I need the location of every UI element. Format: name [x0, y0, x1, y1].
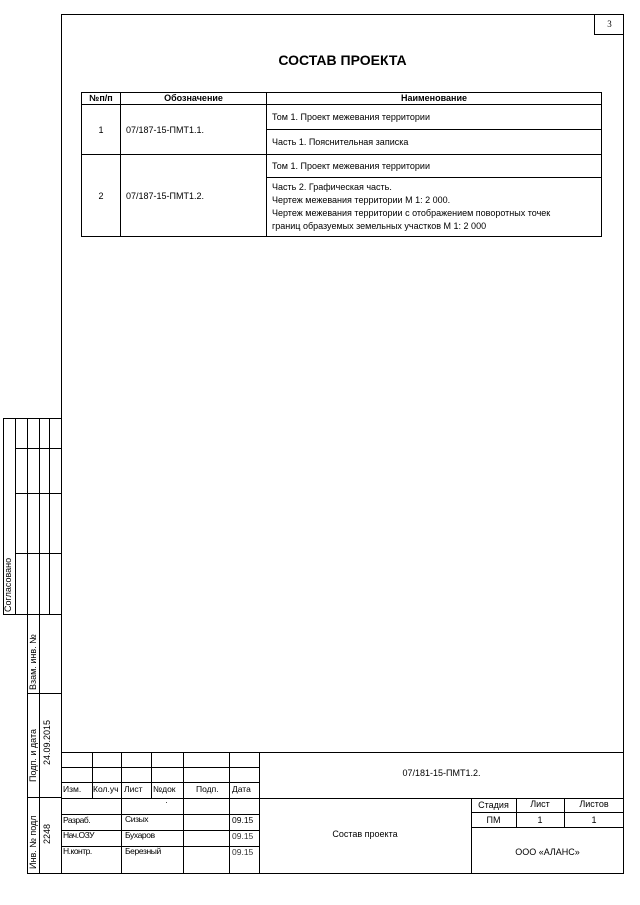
side-inv-number: 2248: [42, 823, 52, 844]
stamp-organization: ООО «АЛАНС»: [515, 847, 580, 857]
row-name-line: Чертеж межевания территории М 1: 2 000.: [272, 195, 451, 205]
stamp-col-izm: Изм.: [63, 784, 82, 794]
page-number: 3: [594, 14, 624, 35]
stamp-role: Н.контр.: [63, 846, 92, 856]
side-podp-label: Подп. и дата: [28, 728, 38, 782]
stamp-sheet-value: 1: [537, 815, 543, 825]
row-num: 1: [82, 105, 121, 155]
row-code: 07/187-15-ПМТ1.1.: [121, 105, 267, 155]
stamp-col-koluch: Кол.уч: [93, 784, 119, 794]
stamp-sheets-value: 1: [591, 815, 597, 825]
table-header-row: [82, 93, 602, 105]
stamp-date: 09.15: [232, 831, 254, 841]
table-row: [82, 155, 602, 178]
stamp-role: Нач.ОЗУ: [63, 830, 95, 840]
stamp-stage-label: Стадия: [478, 800, 509, 810]
stamp-col-podp: Подп.: [196, 784, 219, 794]
stamp-sheet-label: Лист: [530, 799, 550, 809]
row-code: 07/187-15-ПМТ1.2.: [121, 155, 267, 237]
row-name-line: Том 1. Проект межевания территории: [267, 105, 602, 130]
stamp-doc-code: 07/181-15-ПМТ1.2.: [402, 768, 481, 778]
header-name: Наименование: [267, 93, 602, 105]
header-code: Обозначение: [121, 93, 267, 105]
stamp-col-list: Лист: [124, 784, 143, 794]
stamp-date: 09.15: [232, 847, 254, 857]
stamp-date: 09.15: [232, 815, 254, 825]
side-inv-label: Инв. № подл: [28, 815, 38, 869]
stamp-col-ndok: №док: [153, 784, 176, 794]
stamp-doc-title: Состав проекта: [332, 829, 398, 839]
stamp-name: Бухаров: [125, 830, 155, 840]
stamp-sheets-label: Листов: [579, 799, 609, 809]
side-vzam-label: Взам. инв. №: [28, 634, 38, 690]
row-num: 2: [82, 155, 121, 237]
row-name-line: границ образуемых земельных участков М 1: 2 000: [272, 221, 487, 231]
page-title: СОСТАВ ПРОЕКТА: [278, 52, 407, 68]
row-name-line: Часть 1. Пояснительная записка: [267, 130, 602, 155]
row-name-line: Чертеж межевания территории с отображением поворотных точек: [272, 208, 551, 218]
stamp-name: Сизых: [125, 814, 149, 824]
side-podp-date: 24.09.2015: [42, 719, 52, 765]
row-name-block: [267, 178, 602, 237]
stamp-name: Березный: [125, 846, 161, 856]
row-name-line: Часть 2. Графическая часть.: [272, 182, 392, 192]
side-agreed-label: Согласовано: [3, 557, 13, 612]
table-row: [82, 105, 602, 130]
stamp-col-date: Дата: [232, 784, 251, 794]
header-num: №п/п: [82, 93, 121, 105]
composition-table: [81, 92, 602, 237]
row-name-line: Том 1. Проект межевания территории: [267, 155, 602, 178]
stamp-role: Разраб.: [63, 815, 91, 825]
stamp-stage-value: ПМ: [486, 815, 501, 825]
stamp-dot: ·: [165, 797, 168, 807]
